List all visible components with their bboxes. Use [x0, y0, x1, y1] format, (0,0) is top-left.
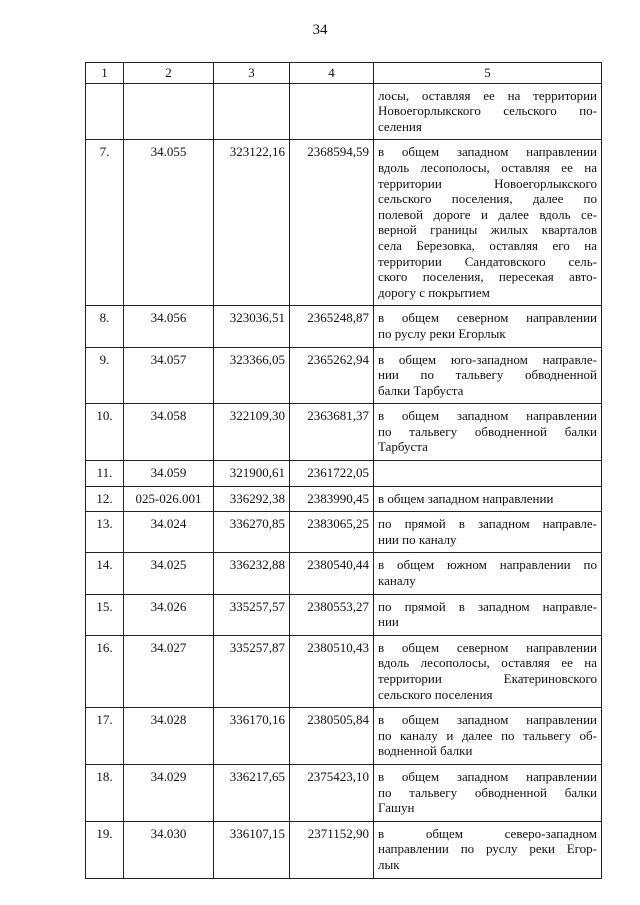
coordinate-y: 2363681,37	[290, 404, 374, 461]
description-line: ского поселения, пересекая авто-	[378, 269, 597, 285]
column-header-description: 5	[374, 63, 602, 84]
boundary-description	[374, 512, 602, 553]
description-line: в общем западном направлении	[378, 408, 597, 424]
boundary-description	[374, 708, 602, 765]
description-line: направлении по руслу реки Егор-	[378, 841, 597, 857]
column-header-number: 1	[86, 63, 124, 84]
row-number: 17.	[86, 708, 124, 765]
point-code: 34.026	[124, 594, 214, 635]
description-line: дорогу с покрытием	[378, 284, 490, 300]
description-line: по прямой в западном направле-	[378, 516, 597, 532]
coordinate-y: 2380553,27	[290, 594, 374, 635]
description-line: в общем северном направлении	[378, 639, 597, 655]
coordinate-y: 2380540,44	[290, 553, 374, 594]
description-line: лык	[378, 856, 400, 872]
coordinate-x: 322109,30	[214, 404, 290, 461]
table-row	[86, 635, 602, 707]
point-code: 34.057	[124, 347, 214, 404]
column-header-x: 3	[214, 63, 290, 84]
description-line: сельского поселения, далее по	[378, 191, 597, 207]
boundary-description	[374, 404, 602, 461]
description-line: в общем южном направлении по	[378, 557, 597, 573]
description-line: балки Тарбуста	[378, 382, 464, 398]
description-line: сельского поселения	[378, 686, 493, 702]
coordinate-y: 2383990,45	[290, 486, 374, 512]
table-row	[86, 512, 602, 553]
point-code: 34.025	[124, 553, 214, 594]
boundary-description	[374, 553, 602, 594]
row-number: 14.	[86, 553, 124, 594]
coordinate-y: 2383065,25	[290, 512, 374, 553]
description-line: полевой дороге и далее вдоль се-	[378, 206, 597, 222]
table-row	[86, 708, 602, 765]
table-row	[86, 404, 602, 461]
row-number: 9.	[86, 347, 124, 404]
table-row	[86, 306, 602, 347]
coordinate-y: 2375423,10	[290, 764, 374, 821]
description-line: села Березовка, оставляя его на	[378, 237, 597, 253]
description-line: в общем западном направлении	[378, 712, 597, 728]
description-line: вдоль лесополосы, оставляя ее на	[378, 159, 597, 175]
row-number: 11.	[86, 461, 124, 487]
boundary-description	[374, 764, 602, 821]
description-line: селения	[378, 118, 422, 134]
coordinate-y: 2361722,05	[290, 461, 374, 487]
description-line: по руслу реки Егорлык	[378, 325, 506, 341]
boundary-description	[374, 594, 602, 635]
point-code: 34.059	[124, 461, 214, 487]
point-code: 34.028	[124, 708, 214, 765]
description-line: в общем северо-западном	[378, 825, 597, 841]
coordinate-y: 2368594,59	[290, 140, 374, 306]
table-row	[86, 486, 602, 512]
coordinate-x: 323366,05	[214, 347, 290, 404]
table-row	[86, 821, 602, 878]
table-header-row	[86, 63, 602, 84]
coordinate-x	[214, 83, 290, 140]
boundary-description	[374, 347, 602, 404]
table-row	[86, 594, 602, 635]
boundary-points-table	[85, 62, 602, 879]
row-number: 19.	[86, 821, 124, 878]
point-code: 34.024	[124, 512, 214, 553]
point-code: 34.055	[124, 140, 214, 306]
row-number: 10.	[86, 404, 124, 461]
boundary-description	[374, 83, 602, 140]
description-line: Тарбуста	[378, 439, 428, 455]
coordinate-x: 336107,15	[214, 821, 290, 878]
boundary-description	[374, 486, 602, 512]
coordinate-x: 335257,57	[214, 594, 290, 635]
coordinate-x: 336217,65	[214, 764, 290, 821]
description-line: вдоль лесополосы, оставляя ее на	[378, 655, 597, 671]
coordinate-y: 2380510,43	[290, 635, 374, 707]
boundary-description	[374, 635, 602, 707]
boundary-description	[374, 461, 602, 487]
page-number: 34	[312, 22, 328, 38]
row-number: 8.	[86, 306, 124, 347]
coordinate-y: 2365262,94	[290, 347, 374, 404]
point-code: 34.027	[124, 635, 214, 707]
description-line: нии по каналу	[378, 531, 457, 547]
coordinate-y: 2371152,90	[290, 821, 374, 878]
coordinate-x: 323122,16	[214, 140, 290, 306]
row-number	[86, 83, 124, 140]
column-header-point-code: 2	[124, 63, 214, 84]
row-number: 16.	[86, 635, 124, 707]
description-line: по тальвегу обводненной балки	[378, 784, 597, 800]
coordinate-y: 2380505,84	[290, 708, 374, 765]
column-header-y: 4	[290, 63, 374, 84]
description-line: территории Екатериновского	[378, 671, 597, 686]
description-line: водненной балки	[378, 743, 473, 759]
point-code: 34.029	[124, 764, 214, 821]
coordinate-x: 336292,38	[214, 486, 290, 512]
point-code	[124, 83, 214, 140]
description-line: в общем западном направлении	[378, 490, 554, 506]
point-code: 34.030	[124, 821, 214, 878]
description-line: в общем западном направлении	[378, 144, 597, 160]
description-line: нии по тальвегу обводненной	[378, 367, 597, 383]
coordinate-x: 336170,16	[214, 708, 290, 765]
coordinate-x: 321900,61	[214, 461, 290, 487]
description-line: нии	[378, 614, 399, 630]
row-number: 15.	[86, 594, 124, 635]
description-line: верной границы жилых кварталов	[378, 222, 597, 238]
point-code: 34.056	[124, 306, 214, 347]
description-line: Гашун	[378, 800, 415, 816]
description-line: в общем северном направлении	[378, 310, 597, 326]
boundary-description	[374, 821, 602, 878]
table-row	[86, 461, 602, 487]
description-line: лосы, оставляя ее на территории	[378, 87, 597, 103]
row-number: 7.	[86, 140, 124, 306]
description-line: по тальвегу обводненной балки	[378, 423, 597, 439]
table-row	[86, 347, 602, 404]
point-code: 34.058	[124, 404, 214, 461]
row-number: 12.	[86, 486, 124, 512]
row-number: 13.	[86, 512, 124, 553]
coordinate-x: 335257,87	[214, 635, 290, 707]
boundary-description	[374, 140, 602, 306]
point-code: 025-026.001	[124, 486, 214, 512]
table-row	[86, 764, 602, 821]
description-line: по прямой в западном направле-	[378, 598, 597, 614]
coordinate-x: 336232,88	[214, 553, 290, 594]
description-line: в общем юго-западном направле-	[378, 351, 597, 367]
row-number: 18.	[86, 764, 124, 821]
coordinate-x: 336270,85	[214, 512, 290, 553]
description-line: каналу	[378, 573, 416, 589]
table-row	[86, 83, 602, 140]
coordinate-y	[290, 83, 374, 140]
description-line: Новоегорлыкского сельского по-	[378, 103, 597, 119]
description-line: территории Новоегорлыкского	[378, 175, 597, 191]
description-line: в общем западном направлении	[378, 768, 597, 784]
table-row	[86, 553, 602, 594]
table-body	[86, 83, 602, 878]
boundary-description	[374, 306, 602, 347]
table-row	[86, 140, 602, 306]
description-line: по каналу и далее по тальвегу об-	[378, 727, 597, 743]
coordinate-y: 2365248,87	[290, 306, 374, 347]
description-line: территории Сандатовского сель-	[378, 253, 597, 269]
coordinate-x: 323036,51	[214, 306, 290, 347]
